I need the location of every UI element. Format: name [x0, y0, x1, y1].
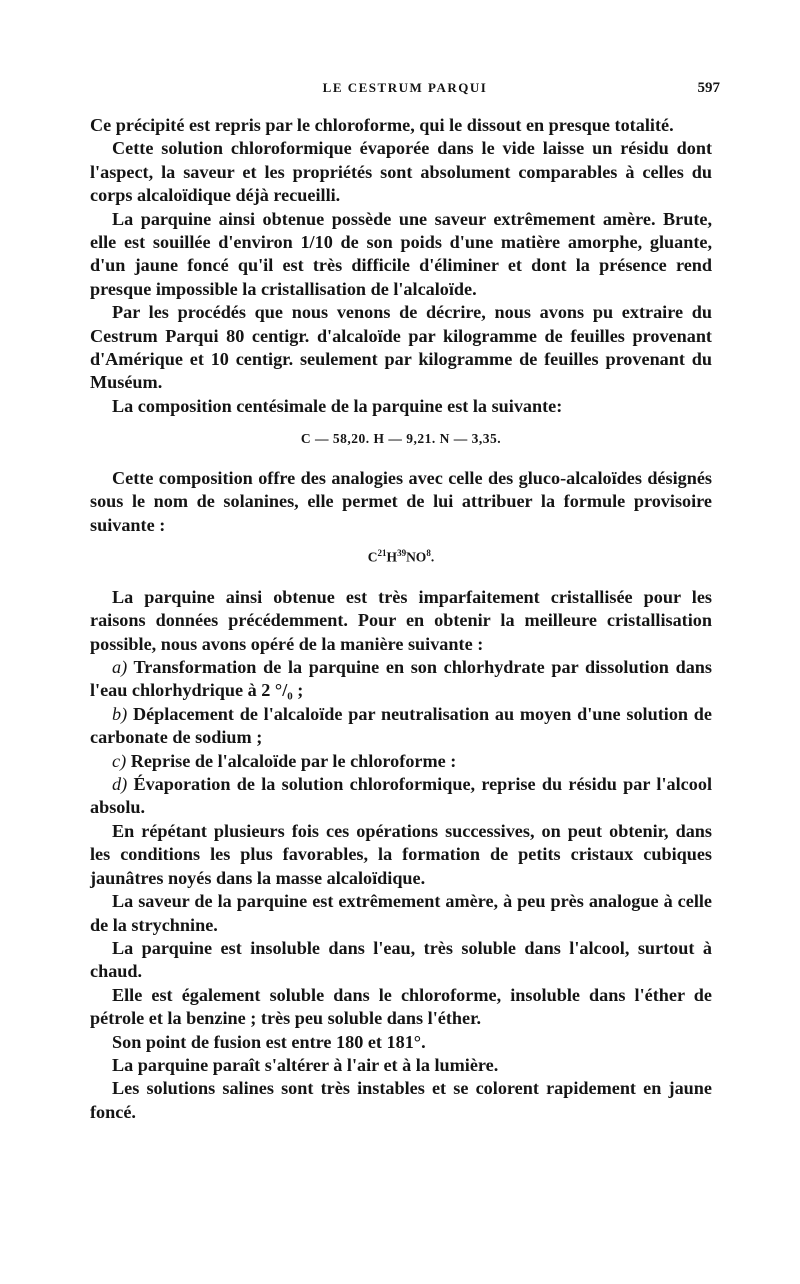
paragraph: La parquine paraît s'altérer à l'air et à la lumière.	[112, 1054, 499, 1075]
paragraph: Cette composition offre des analogies avec celle des gluco-alcaloïdes désignés sous le nom de solanines, elle permet de lui attribuer la formule provisoire suivante :	[90, 467, 712, 535]
body-text	[90, 114, 712, 1124]
formula-c: C	[367, 549, 378, 565]
paragraph: La composition centésimale de la parquine est la suivante:	[112, 395, 563, 416]
formula-no-sub: 8	[426, 547, 431, 558]
paragraph: Par les procédés que nous venons de décrire, nous avons pu extraire du Cestrum Parqui 80 centigr. d'alcaloïde par kilogramme de feuilles provenant d'Amérique et 10 centigr. seulement par kilogramme de feuilles provenant du Muséum.	[90, 302, 712, 393]
paragraph: Cette solution chloroformique évaporée dans le vide laisse un résidu dont l'aspect, la saveur et les propriétés sont absolument comparables à celles du corps alcaloïdique déjà recueilli.	[90, 138, 712, 206]
step-item	[90, 773, 712, 820]
page-number: 597	[697, 80, 720, 96]
step-item	[90, 656, 712, 703]
paragraph: La parquine est insoluble dans l'eau, très soluble dans l'alcool, surtout à chaud.	[90, 937, 712, 982]
step-text: Reprise de l'alcaloïde par le chloroforme :	[130, 750, 457, 771]
paragraph: La parquine ainsi obtenue est très imparfaitement cristallisée pour les raisons données précédemment. Pour en obtenir la meilleure cristallisation possible, nous avons opéré de la manière suivante :	[90, 586, 712, 654]
step-text: Déplacement de l'alcaloïde par neutralisation au moyen d'une solution de carbonate de sodium ;	[90, 703, 712, 748]
paragraph: Ce précipité est repris par le chloroforme, qui le dissout en presque totalité.	[90, 115, 674, 135]
formula-end: .	[430, 549, 435, 565]
running-head	[90, 80, 720, 102]
paragraph: La saveur de la parquine est extrêmement amère, à peu près analogue à celle de la strychnine.	[90, 891, 712, 935]
running-title: LE CESTRUM PARQUI	[322, 80, 488, 95]
chemical-formula	[90, 542, 712, 569]
step-text: Évaporation de la solution chloroformique, reprise du résidu par l'alcool absolu.	[90, 774, 712, 818]
paragraph: Elle est également soluble dans le chloroforme, insoluble dans l'éther de pétrole et la benzine ; très peu soluble dans l'éther.	[90, 984, 712, 1029]
step-letter: d)	[112, 774, 128, 795]
formula-h-sub: 39	[397, 547, 407, 558]
paragraph: Les solutions salines sont très instables et se colorent rapidement en jaune foncé.	[90, 1078, 712, 1122]
formula-c-sub: 21	[377, 547, 387, 558]
formula-no: NO	[406, 549, 427, 565]
step-letter: a)	[112, 657, 128, 678]
step-text: Transformation de la parquine en son chlorhydrate par dissolution dans l'eau chlorhydrique à 2 °/₀ ;	[90, 657, 712, 701]
paragraph: La parquine ainsi obtenue possède une saveur extrêmement amère. Brute, elle est souillée d'environ 1/10 de son poids d'une matière amorphe, gluante, d'un jaune foncé qu'il est très difficile d'éliminer et dont la présence rend presque impossible la cristallisation de l'alcaloïde.	[90, 208, 712, 299]
step-letter: b)	[112, 703, 128, 724]
composition-formula: C — 58,20. H — 9,21. N — 3,35.	[300, 431, 502, 447]
step-letter: c)	[112, 750, 127, 771]
formula-h: H	[386, 549, 398, 565]
step-item	[90, 750, 712, 773]
paragraph: En répétant plusieurs fois ces opérations successives, on peut obtenir, dans les conditions les plus favorables, la formation de petits cristaux cubiques jaunâtres noyés dans la masse alcaloïdique.	[90, 820, 712, 888]
step-item	[90, 703, 712, 750]
paragraph: Son point de fusion est entre 180 et 181°.	[112, 1031, 426, 1052]
